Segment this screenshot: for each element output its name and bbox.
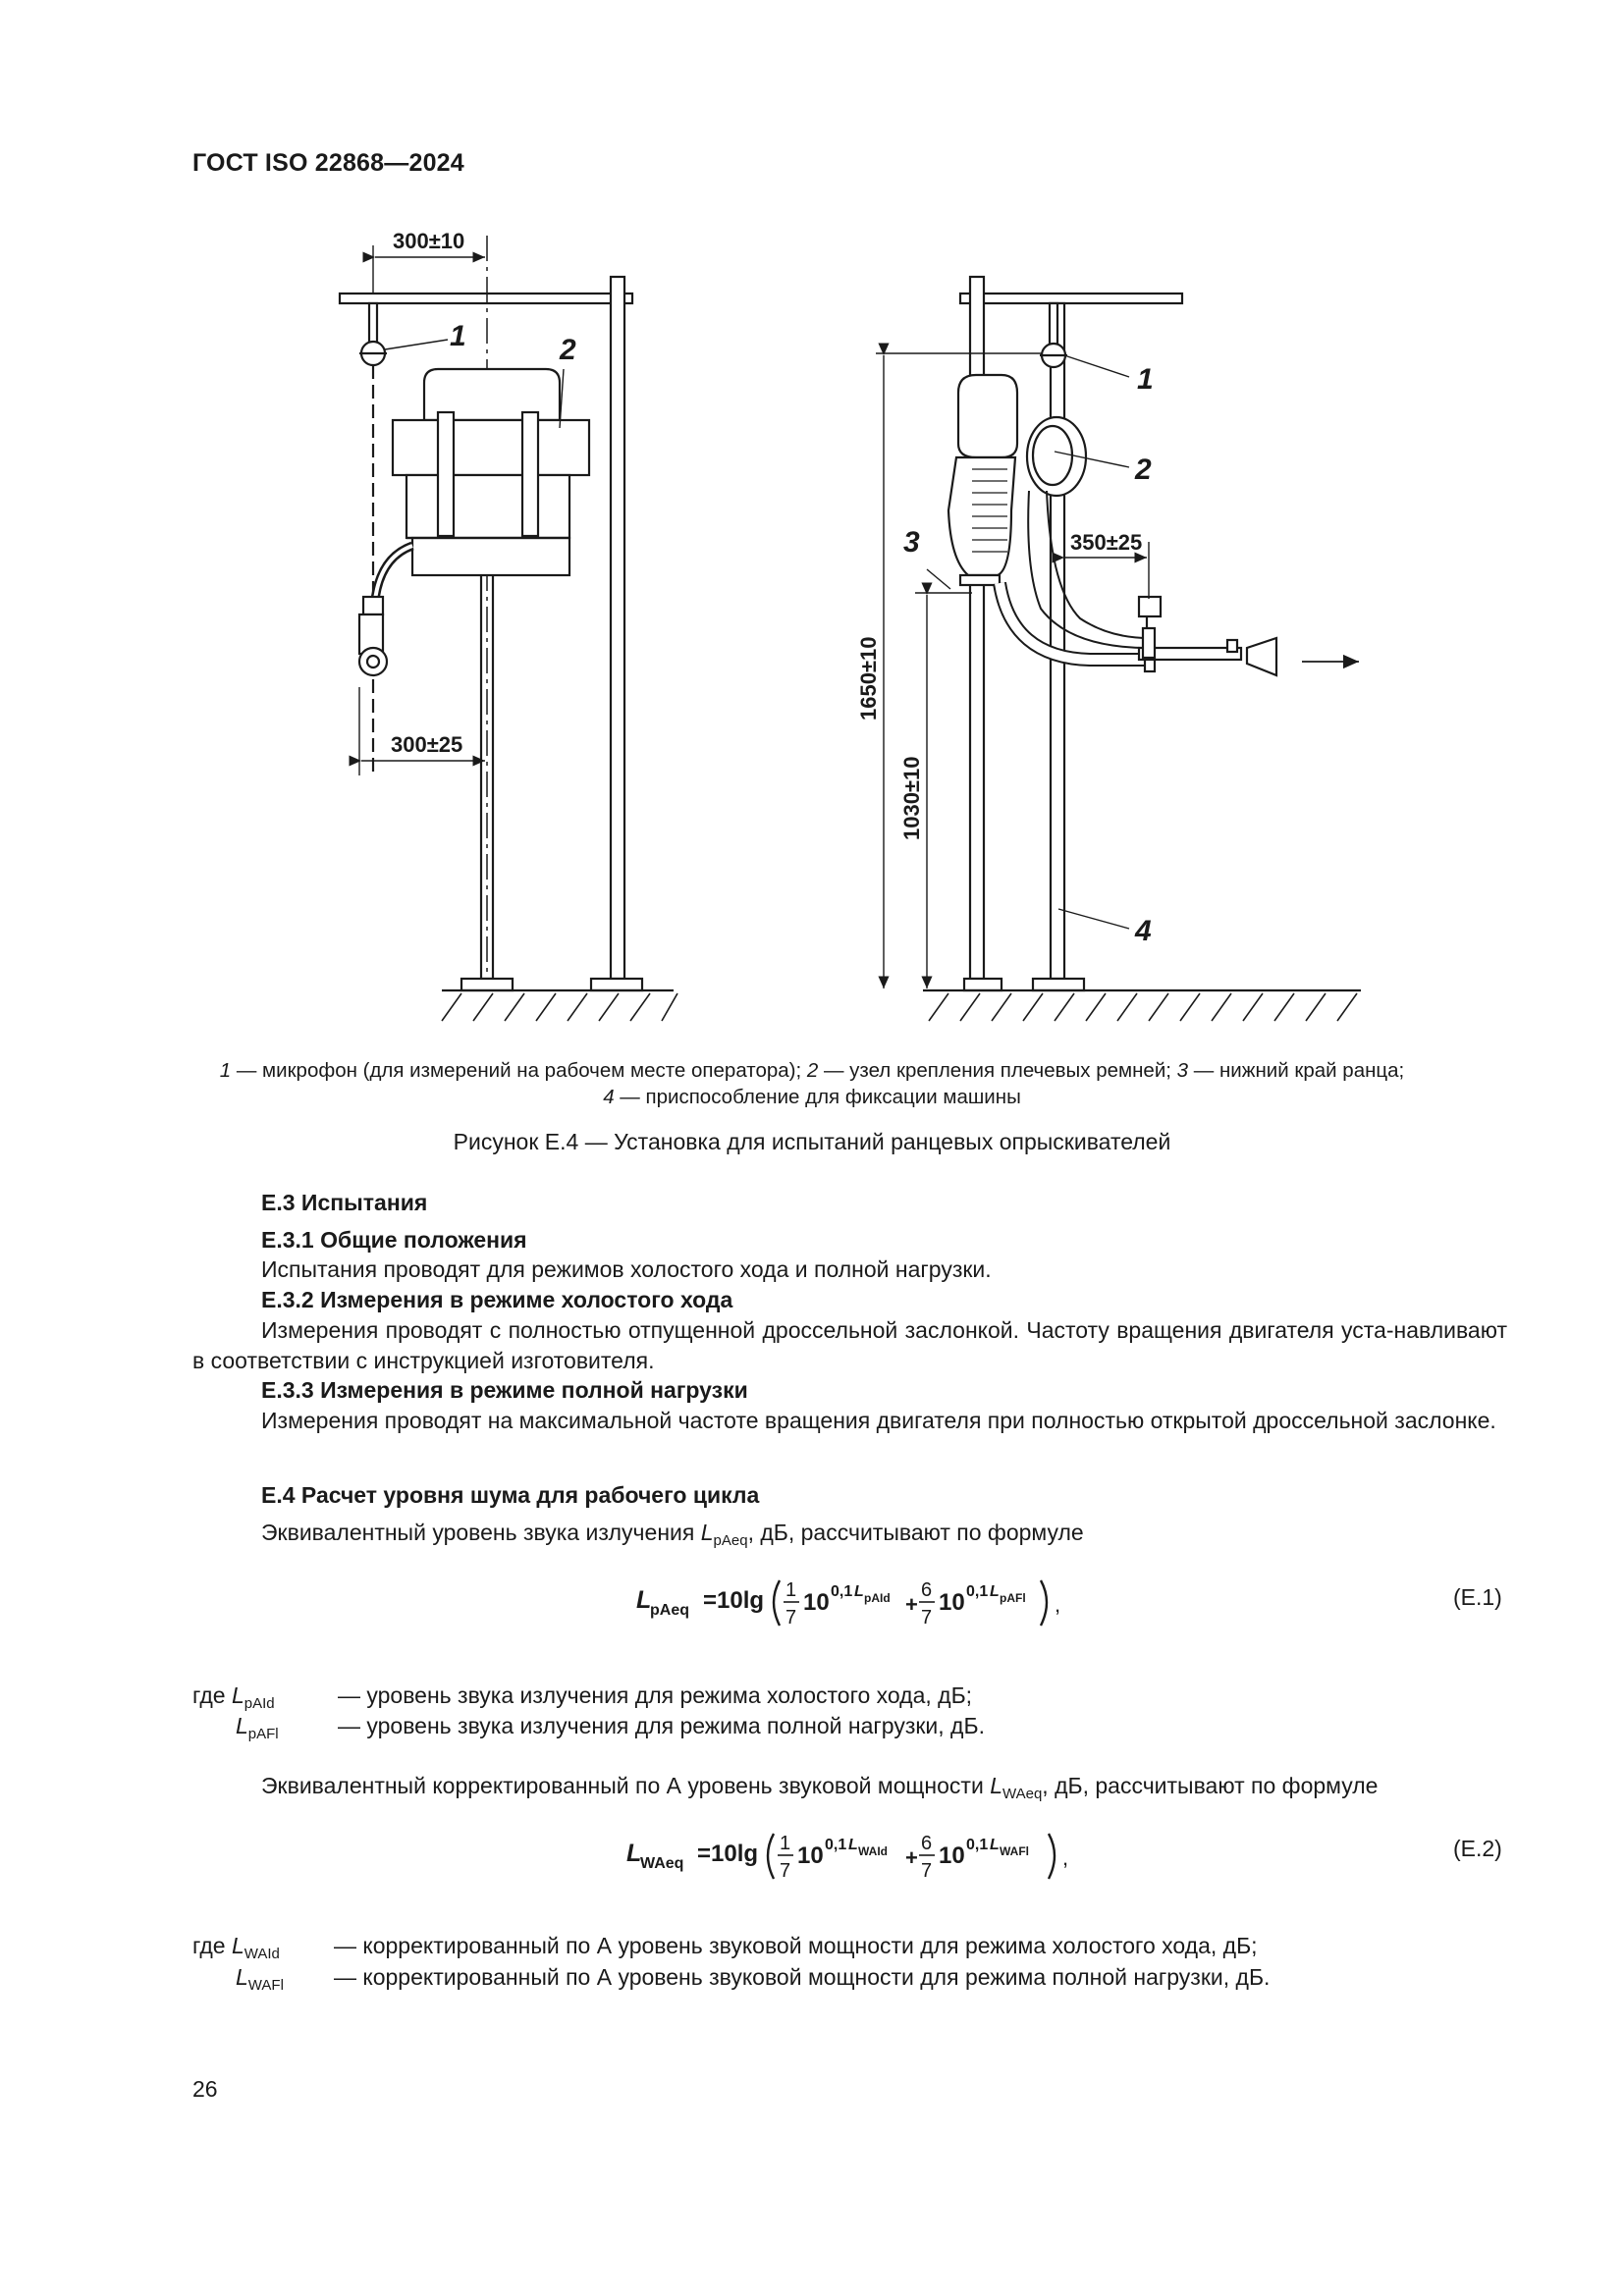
svg-text:1: 1 [780,1833,791,1854]
figure-legend-line-2: 4 — приспособление для фиксации машины [603,1086,1021,1108]
right-callout-2: 2 [1135,454,1152,486]
left-dim-bottom: 300±25 [391,732,463,757]
section-e31-title: Е.3.1 Общие положения [261,1227,527,1253]
where-1-row-1: где $L_{pAId}$ [192,1682,275,1712]
test-setup-figure [0,0,1624,1041]
where-2-row-1-text: — корректированный по А уровень звуковой мощности для режима холостого хода, дБ; [334,1933,1258,1958]
right-dim-horizontal: 350±25 [1070,530,1143,555]
left-view-drawing [340,236,677,1021]
figure-caption: Рисунок Е.4 — Установка для испытаний ранцевых опрыскивателей [453,1129,1171,1154]
svg-text:10: 10 [803,1589,830,1616]
svg-text:10: 10 [939,1589,965,1616]
equation-e1 [634,1565,1086,1640]
right-dim-lower: 1030±10 [899,756,924,840]
section-e31-text: Испытания проводят для режимов холостого хода и полной нагрузки. [261,1256,992,1282]
section-e3-title: Е.3 Испытания [261,1190,428,1215]
where-1-row-2: $L_{pAFl}$ [236,1713,279,1742]
svg-text:L: L [636,1586,652,1614]
section-e4-intro-2: Эквивалентный корректированный по А уровень звуковой мощности $L_{WAeq}$, дБ, рассчитывают по формуле [261,1773,1379,1802]
right-view-drawing [876,277,1361,1021]
svg-text:L: L [626,1840,642,1867]
svg-text:+: + [905,1592,918,1617]
svg-text:L: L [990,1837,1000,1853]
equation-e2 [624,1818,1096,1892]
svg-text:0,1: 0,1 [831,1583,853,1600]
section-e32-text: Измерения проводят с полностью отпущенной дроссельной заслонкой. Частоту вращения двигателя уста-навливают в соответствии с инструкцией изготовителя. [192,1317,1507,1373]
svg-text:7: 7 [921,1607,933,1629]
right-dim-total: 1650±10 [856,636,881,721]
left-callout-1: 1 [450,320,466,352]
right-callout-4: 4 [1135,915,1152,947]
svg-text:+: + [905,1845,918,1870]
section-e33-text: Измерения проводят на максимальной частоте вращения двигателя при полностью открытой дроссельной заслонке. [261,1408,1496,1433]
figure-legend [157,1057,1467,1110]
section-e4-title: Е.4 Расчет уровня шума для рабочего цикла [261,1482,760,1508]
where-1-row-2-text: — уровень звука излучения для режима полной нагрузки, дБ. [338,1713,985,1738]
svg-text:7: 7 [785,1607,797,1629]
where-2-row-2: $L_{WAFl}$ [236,1964,284,1994]
svg-text:7: 7 [921,1860,933,1882]
svg-text:10: 10 [939,1842,965,1869]
svg-text:6: 6 [921,1833,933,1854]
right-callout-3: 3 [903,526,920,559]
svg-text:7: 7 [780,1860,791,1882]
section-e4-intro: Эквивалентный уровень звука излучения $L_{pAeq}$, дБ, рассчитывают по формуле [261,1520,1084,1549]
where-1-row-1-text: — уровень звука излучения для режима холостого хода, дБ; [338,1682,973,1708]
svg-text:pAFl: pAFl [1000,1591,1026,1605]
left-dim-top: 300±10 [393,229,465,253]
svg-text:0,1: 0,1 [966,1837,989,1853]
svg-text:pAeq: pAeq [650,1602,689,1619]
svg-text:pAId: pAId [864,1591,891,1605]
figure-legend-line-1: 1 — микрофон (для измерений на рабочем месте оператора); 2 — узел крепления плечевых ремней; 3 — нижний край ранца; [219,1059,1405,1082]
svg-text:L: L [990,1583,1000,1600]
where-2-row-1: где $L_{WAId}$ [192,1933,280,1962]
where-2-row-2-text: — корректированный по А уровень звуковой мощности для режима полной нагрузки, дБ. [334,1964,1271,1990]
right-callout-1: 1 [1137,363,1154,396]
svg-text:0,1: 0,1 [966,1583,989,1600]
svg-text:,: , [1055,1592,1061,1617]
document-header: ГОСТ ISO 22868—2024 [192,149,464,177]
section-e32-title: Е.3.2 Измерения в режиме холостого хода [261,1287,733,1312]
section-e33-title: Е.3.3 Измерения в режиме полной нагрузки [261,1377,748,1403]
svg-text:6: 6 [921,1579,933,1601]
page-number: 26 [192,2076,218,2102]
equation-e2-number: (Е.2) [1453,1836,1502,1861]
svg-text:10: 10 [797,1842,824,1869]
svg-text:0,1: 0,1 [825,1837,847,1853]
svg-text:WAId: WAId [858,1844,888,1858]
svg-text:WAFl: WAFl [1000,1844,1029,1858]
svg-text:L: L [854,1583,864,1600]
equation-e1-number: (Е.1) [1453,1584,1502,1610]
svg-text:=10lg: =10lg [703,1587,765,1614]
svg-text:=10lg: =10lg [697,1841,759,1867]
svg-text:,: , [1062,1845,1069,1870]
svg-text:1: 1 [785,1579,797,1601]
left-callout-2: 2 [560,334,576,366]
svg-text:L: L [848,1837,858,1853]
svg-text:WAeq: WAeq [640,1855,684,1872]
